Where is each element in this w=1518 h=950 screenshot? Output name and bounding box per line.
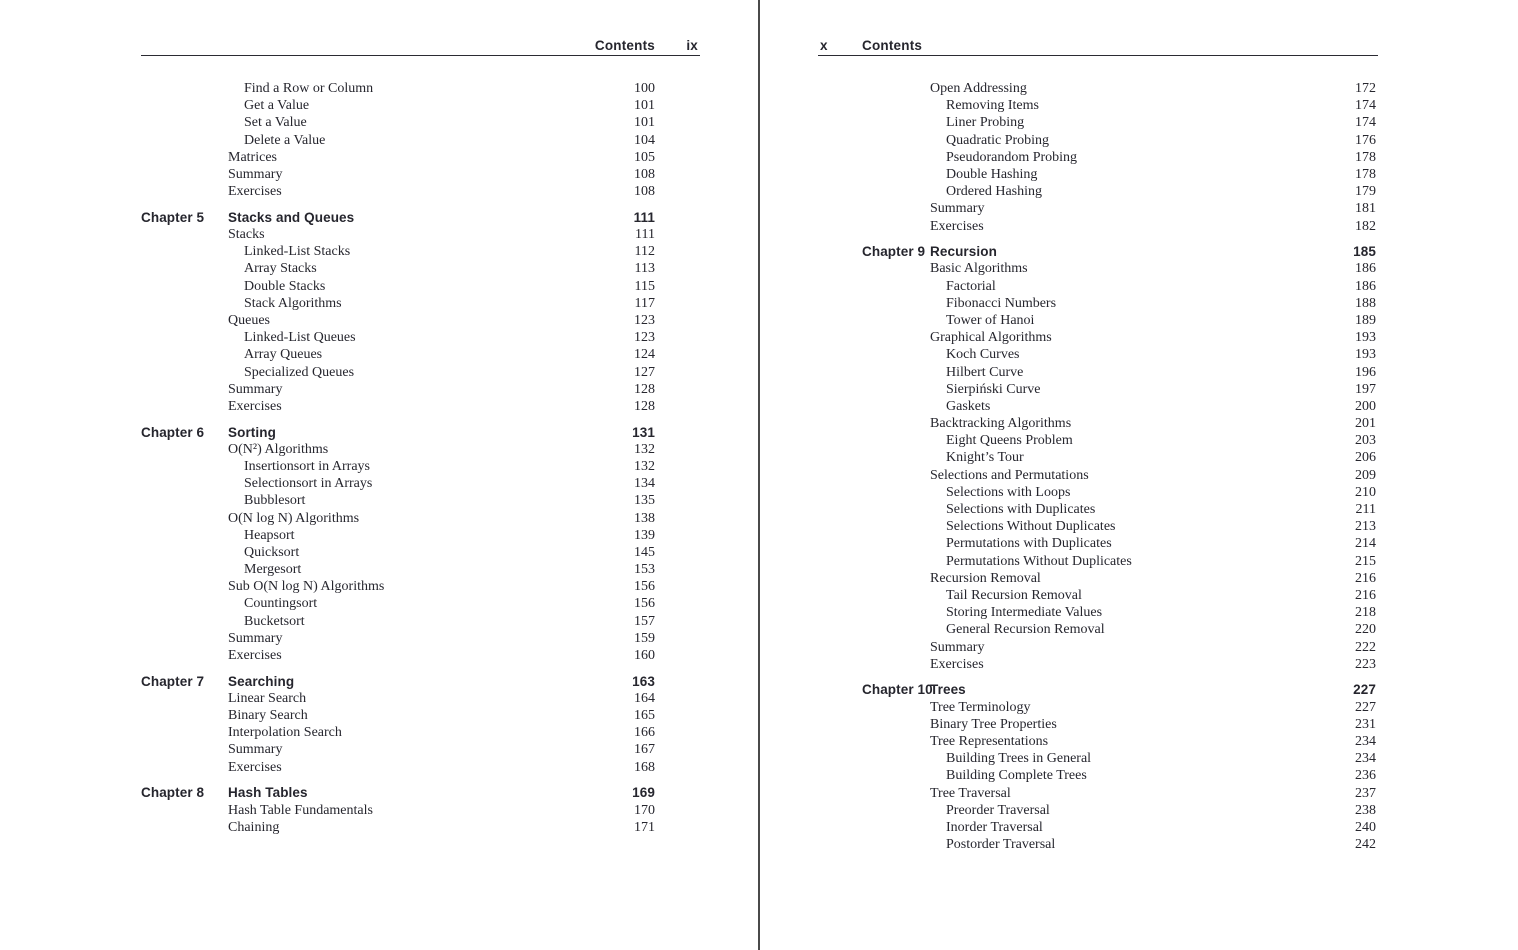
toc-entry-row	[141, 527, 700, 544]
entry-title: Stacks	[228, 227, 265, 242]
chapter-number-label: Chapter 6	[141, 424, 205, 440]
entry-title: Permutations Without Duplicates	[946, 553, 1132, 569]
toc-chapter-row	[818, 681, 1378, 698]
entry-title: Gaskets	[946, 398, 991, 414]
entry-title: Tree Representations	[930, 733, 1049, 749]
entry-page-number: 201	[1355, 416, 1376, 432]
toc-entry-row	[818, 587, 1378, 604]
entry-title: Interpolation Search	[228, 725, 342, 741]
page-header	[141, 38, 700, 56]
toc-entry-row	[818, 518, 1378, 535]
entry-page-number: 189	[1355, 312, 1376, 328]
entry-page-number: 139	[634, 527, 655, 543]
toc-entry-row	[141, 802, 700, 819]
entry-title: Hilbert Curve	[946, 364, 1024, 380]
toc-entry-row	[818, 364, 1378, 381]
entry-title: Linked-List Queues	[244, 330, 356, 346]
entry-title: Summary	[930, 201, 985, 217]
entry-page-number: 123	[634, 312, 655, 328]
entry-title: Exercises	[228, 184, 282, 200]
entry-title: Binary Tree Properties	[930, 716, 1057, 732]
toc-entry-row	[818, 699, 1378, 716]
toc-entry-row	[141, 398, 700, 415]
entry-page-number: 156	[634, 579, 655, 595]
page-folio: ix	[686, 38, 698, 53]
toc-entry-row	[818, 501, 1378, 518]
entry-title: Summary	[228, 742, 283, 758]
toc-entry-row	[818, 432, 1378, 449]
entry-page-number: 167	[634, 742, 655, 758]
entry-title: Tower of Hanoi	[946, 312, 1035, 328]
entry-title: Selections with Duplicates	[946, 502, 1096, 517]
entry-page-number: 169	[632, 785, 655, 801]
toc-entry-row	[141, 166, 700, 183]
entry-title: Factorial	[946, 278, 996, 294]
chapter-title: Recursion	[930, 244, 997, 260]
entry-page-number: 197	[1355, 381, 1376, 397]
toc-entry-row	[818, 415, 1378, 432]
toc-entry-row	[818, 183, 1378, 200]
entry-page-number: 174	[1355, 115, 1376, 131]
toc-entry-row	[141, 295, 700, 312]
toc-entry-row	[141, 381, 700, 398]
entry-page-number: 185	[1353, 244, 1376, 260]
running-head-title: Contents	[594, 38, 655, 53]
toc-entry-row	[818, 346, 1378, 363]
chapter-number-label: Chapter 8	[141, 785, 205, 801]
toc-entry-row	[818, 570, 1378, 587]
entry-title: Chaining	[228, 819, 280, 835]
entry-page-number: 171	[634, 819, 655, 835]
entry-page-number: 153	[634, 562, 655, 578]
toc-entry-row	[141, 260, 700, 277]
entry-title: Exercises	[228, 648, 282, 663]
entry-page-number: 176	[1355, 132, 1376, 148]
toc-entry-row	[141, 630, 700, 647]
toc-entry-row	[818, 449, 1378, 466]
entry-page-number: 172	[1355, 81, 1376, 96]
toc-entry-row	[818, 166, 1378, 183]
toc-entry-row	[141, 647, 700, 664]
toc-entry-row	[818, 114, 1378, 131]
entry-title: Sub O(N log N) Algorithms	[228, 579, 385, 595]
entry-title: Tree Traversal	[930, 785, 1011, 801]
entry-title: Exercises	[930, 218, 984, 234]
entry-title: Linked-List Stacks	[244, 244, 351, 260]
toc-entry-row	[141, 707, 700, 724]
entry-title: Mergesort	[244, 562, 302, 578]
entry-page-number: 132	[634, 441, 655, 457]
entry-page-number: 214	[1355, 536, 1376, 552]
entry-page-number: 113	[634, 261, 655, 277]
toc-entry-row	[141, 741, 700, 758]
chapter-title: Hash Tables	[228, 785, 308, 801]
page-header	[818, 38, 1378, 56]
entry-page-number: 220	[1355, 622, 1376, 638]
toc-entry-row	[141, 759, 700, 776]
toc-entry-row	[141, 183, 700, 200]
toc-entry-row	[818, 785, 1378, 802]
entry-title: Open Addressing	[930, 81, 1027, 96]
entry-title: Liner Probing	[946, 115, 1025, 131]
entry-page-number: 182	[1355, 218, 1376, 234]
entry-page-number: 108	[634, 184, 655, 200]
toc-entry-row	[818, 398, 1378, 415]
toc-entry-row	[141, 149, 700, 166]
entry-title: Heapsort	[244, 527, 295, 543]
entry-title: Array Queues	[244, 347, 323, 363]
entry-title: Specialized Queues	[244, 364, 355, 380]
entry-page-number: 111	[633, 209, 655, 225]
entry-page-number: 242	[1355, 837, 1376, 853]
toc-entry-row	[141, 312, 700, 329]
entry-page-number: 127	[634, 364, 655, 380]
toc-entry-row	[141, 724, 700, 741]
entry-title: Recursion Removal	[930, 570, 1041, 586]
entry-title: Selectionsort in Arrays	[244, 476, 373, 492]
chapter-number-label: Chapter 10	[862, 682, 933, 698]
entry-title: Set a Value	[244, 115, 307, 131]
entry-page-number: 170	[634, 802, 655, 818]
entry-title: Koch Curves	[946, 347, 1020, 363]
entry-title: Tree Terminology	[930, 699, 1031, 715]
toc-entry-row	[141, 132, 700, 149]
toc-entry-row	[818, 716, 1378, 733]
entry-title: Sierpiński Curve	[946, 381, 1041, 397]
entry-page-number: 159	[634, 630, 655, 646]
entry-title: Array Stacks	[244, 261, 317, 277]
entry-title: Storing Intermediate Values	[946, 605, 1103, 621]
toc-chapter-row	[141, 209, 700, 226]
entry-title: Eight Queens Problem	[946, 433, 1073, 449]
entry-title: Permutations with Duplicates	[946, 536, 1112, 552]
toc-entry-row	[141, 578, 700, 595]
entry-page-number: 213	[1355, 519, 1376, 535]
entry-title: O(N²) Algorithms	[228, 441, 329, 457]
entry-title: Removing Items	[946, 98, 1039, 114]
chapter-title: Searching	[228, 673, 295, 689]
entry-title: Summary	[228, 381, 283, 397]
toc-entry-row	[818, 200, 1378, 217]
page-spread-divider	[758, 0, 760, 950]
entry-page-number: 186	[1355, 278, 1376, 294]
toc-entry-row	[141, 544, 700, 561]
entry-title: Ordered Hashing	[946, 184, 1043, 200]
entry-page-number: 123	[634, 330, 655, 346]
toc-entry-row	[818, 639, 1378, 656]
entry-title: Quicksort	[244, 544, 300, 560]
toc-entry-row	[818, 836, 1378, 853]
entry-page-number: 132	[634, 458, 655, 474]
entry-page-number: 178	[1355, 149, 1376, 165]
entry-page-number: 111	[635, 227, 655, 242]
entry-title: O(N log N) Algorithms	[228, 510, 360, 526]
entry-title: Backtracking Algorithms	[930, 416, 1072, 432]
toc-entry-row	[141, 441, 700, 458]
entry-page-number: 138	[634, 510, 655, 526]
toc-chapter-row	[141, 424, 700, 441]
page-folio: x	[820, 38, 828, 53]
chapter-title: Trees	[930, 682, 966, 698]
entry-page-number: 216	[1355, 587, 1376, 603]
entry-page-number: 193	[1355, 347, 1376, 363]
entry-page-number: 160	[634, 648, 655, 663]
entry-page-number: 157	[634, 613, 655, 629]
entry-title: Postorder Traversal	[946, 837, 1056, 853]
entry-title: Selections and Permutations	[930, 467, 1089, 483]
toc-entry-row	[818, 553, 1378, 570]
entry-page-number: 156	[634, 596, 655, 612]
entry-title: Bucketsort	[244, 613, 305, 629]
toc-entry-row	[818, 295, 1378, 312]
chapter-number-label: Chapter 7	[141, 673, 205, 689]
entry-page-number: 223	[1355, 656, 1376, 672]
entry-page-number: 236	[1355, 768, 1376, 784]
entry-title: Inorder Traversal	[946, 819, 1043, 835]
entry-page-number: 206	[1355, 450, 1376, 466]
entry-title: Exercises	[228, 759, 282, 775]
entry-page-number: 188	[1355, 295, 1376, 311]
entry-page-number: 227	[1355, 699, 1376, 715]
entry-page-number: 115	[634, 278, 655, 294]
toc-entry-row	[141, 819, 700, 836]
toc-entry-row	[818, 621, 1378, 638]
entry-page-number: 179	[1355, 184, 1376, 200]
toc-entry-row	[818, 750, 1378, 767]
entry-title: Queues	[228, 312, 270, 328]
entry-page-number: 124	[634, 347, 655, 363]
entry-page-number: 112	[634, 244, 655, 260]
entry-page-number: 231	[1355, 716, 1376, 732]
entry-title: Exercises	[228, 398, 282, 414]
chapter-title: Sorting	[228, 424, 276, 440]
entry-title: Binary Search	[228, 708, 308, 724]
entry-page-number: 237	[1355, 785, 1376, 801]
entry-page-number: 174	[1355, 98, 1376, 114]
entry-title: Fibonacci Numbers	[946, 295, 1057, 311]
toc-entry-row	[141, 97, 700, 114]
entry-page-number: 200	[1355, 398, 1376, 414]
toc-entry-row	[141, 690, 700, 707]
entry-page-number: 117	[634, 295, 655, 311]
entry-title: Pseudorandom Probing	[946, 149, 1078, 165]
entry-page-number: 168	[634, 759, 655, 775]
entry-page-number: 234	[1355, 733, 1376, 749]
toc-entry-row	[818, 656, 1378, 673]
entry-title: Tail Recursion Removal	[946, 587, 1082, 603]
entry-title: General Recursion Removal	[946, 622, 1105, 638]
toc-entry-row	[141, 114, 700, 131]
toc-entries	[818, 80, 1378, 853]
entry-title: Find a Row or Column	[244, 81, 374, 96]
chapter-title: Stacks and Queues	[228, 209, 355, 225]
entry-page-number: 210	[1355, 484, 1376, 500]
toc-entry-row	[818, 97, 1378, 114]
chapter-number-label: Chapter 5	[141, 209, 205, 225]
toc-entry-row	[818, 80, 1378, 97]
entry-title: Selections Without Duplicates	[946, 519, 1116, 535]
entry-page-number: 164	[634, 690, 655, 706]
toc-entry-row	[818, 312, 1378, 329]
entry-page-number: 145	[634, 544, 655, 560]
entry-page-number: 105	[634, 149, 655, 165]
toc-chapter-row	[141, 673, 700, 690]
entry-page-number: 209	[1355, 467, 1376, 483]
entry-title: Stack Algorithms	[244, 295, 342, 311]
toc-entry-row	[818, 819, 1378, 836]
entry-title: Building Complete Trees	[946, 768, 1087, 784]
toc-entry-row	[141, 364, 700, 381]
entry-title: Linear Search	[228, 690, 307, 706]
entry-page-number: 108	[634, 166, 655, 182]
toc-entry-row	[141, 475, 700, 492]
entry-page-number: 178	[1355, 166, 1376, 182]
entry-page-number: 128	[634, 381, 655, 397]
entry-title: Double Hashing	[946, 166, 1038, 182]
entry-page-number: 222	[1355, 639, 1376, 655]
entry-title: Building Trees in General	[946, 751, 1092, 767]
entry-page-number: 181	[1355, 201, 1376, 217]
entry-title: Countingsort	[244, 596, 318, 612]
entry-page-number: 135	[634, 493, 655, 509]
toc-entry-row	[141, 243, 700, 260]
toc-entry-row	[818, 329, 1378, 346]
entry-page-number: 104	[634, 132, 655, 148]
chapter-number-label: Chapter 9	[862, 244, 926, 260]
toc-entry-row	[818, 767, 1378, 784]
entry-title: Summary	[228, 630, 283, 646]
toc-chapter-row	[818, 243, 1378, 260]
entry-title: Bubblesort	[244, 493, 306, 509]
toc-entry-row	[141, 561, 700, 578]
toc-entry-row	[141, 329, 700, 346]
toc-entry-row	[818, 484, 1378, 501]
entry-page-number: 163	[632, 673, 655, 689]
entry-page-number: 196	[1355, 364, 1376, 380]
entry-title: Summary	[228, 166, 283, 182]
toc-entry-row	[818, 535, 1378, 552]
entry-page-number: 101	[634, 98, 655, 114]
entry-page-number: 193	[1355, 330, 1376, 346]
toc-entry-row	[141, 226, 700, 243]
entry-title: Hash Table Fundamentals	[228, 802, 373, 818]
toc-entry-row	[818, 802, 1378, 819]
entry-page-number: 234	[1355, 751, 1376, 767]
running-head-title: Contents	[862, 38, 923, 53]
entry-page-number: 100	[634, 81, 655, 96]
entry-page-number: 203	[1355, 433, 1376, 449]
entry-title: Insertionsort in Arrays	[244, 458, 370, 474]
entry-page-number: 101	[634, 115, 655, 131]
toc-entry-row	[141, 278, 700, 295]
toc-entries	[141, 80, 700, 836]
entry-title: Knight’s Tour	[946, 450, 1024, 466]
toc-entry-row	[818, 218, 1378, 235]
entry-title: Preorder Traversal	[946, 802, 1050, 818]
entry-page-number: 216	[1355, 570, 1376, 586]
toc-chapter-row	[141, 784, 700, 801]
toc-entry-row	[141, 492, 700, 509]
toc-page-left	[141, 38, 700, 836]
toc-entry-row	[141, 510, 700, 527]
entry-title: Get a Value	[244, 98, 310, 114]
toc-entry-row	[818, 381, 1378, 398]
toc-entry-row	[818, 149, 1378, 166]
entry-page-number: 128	[634, 398, 655, 414]
entry-page-number: 211	[1355, 502, 1376, 517]
toc-entry-row	[141, 613, 700, 630]
toc-entry-row	[818, 260, 1378, 277]
entry-page-number: 227	[1353, 682, 1376, 698]
entry-title: Selections with Loops	[946, 484, 1071, 500]
toc-entry-row	[141, 346, 700, 363]
toc-entry-row	[141, 458, 700, 475]
entry-page-number: 134	[634, 476, 655, 492]
toc-entry-row	[141, 595, 700, 612]
entry-title: Matrices	[228, 149, 277, 165]
entry-title: Graphical Algorithms	[930, 330, 1052, 346]
entry-title: Summary	[930, 639, 985, 655]
entry-title: Quadratic Probing	[946, 132, 1050, 148]
entry-page-number: 218	[1355, 605, 1376, 621]
toc-entry-row	[818, 733, 1378, 750]
toc-entry-row	[141, 80, 700, 97]
entry-page-number: 131	[632, 424, 655, 440]
entry-title: Double Stacks	[244, 278, 326, 294]
entry-title: Basic Algorithms	[930, 261, 1028, 277]
entry-title: Exercises	[930, 656, 984, 672]
entry-page-number: 240	[1355, 819, 1376, 835]
toc-page-right	[818, 38, 1378, 853]
toc-entry-row	[818, 604, 1378, 621]
toc-entry-row	[818, 278, 1378, 295]
entry-page-number: 186	[1355, 261, 1376, 277]
entry-page-number: 215	[1355, 553, 1376, 569]
toc-entry-row	[818, 132, 1378, 149]
entry-title: Delete a Value	[244, 132, 326, 148]
entry-page-number: 166	[634, 725, 655, 741]
entry-page-number: 238	[1355, 802, 1376, 818]
toc-entry-row	[818, 467, 1378, 484]
entry-page-number: 165	[634, 708, 655, 724]
